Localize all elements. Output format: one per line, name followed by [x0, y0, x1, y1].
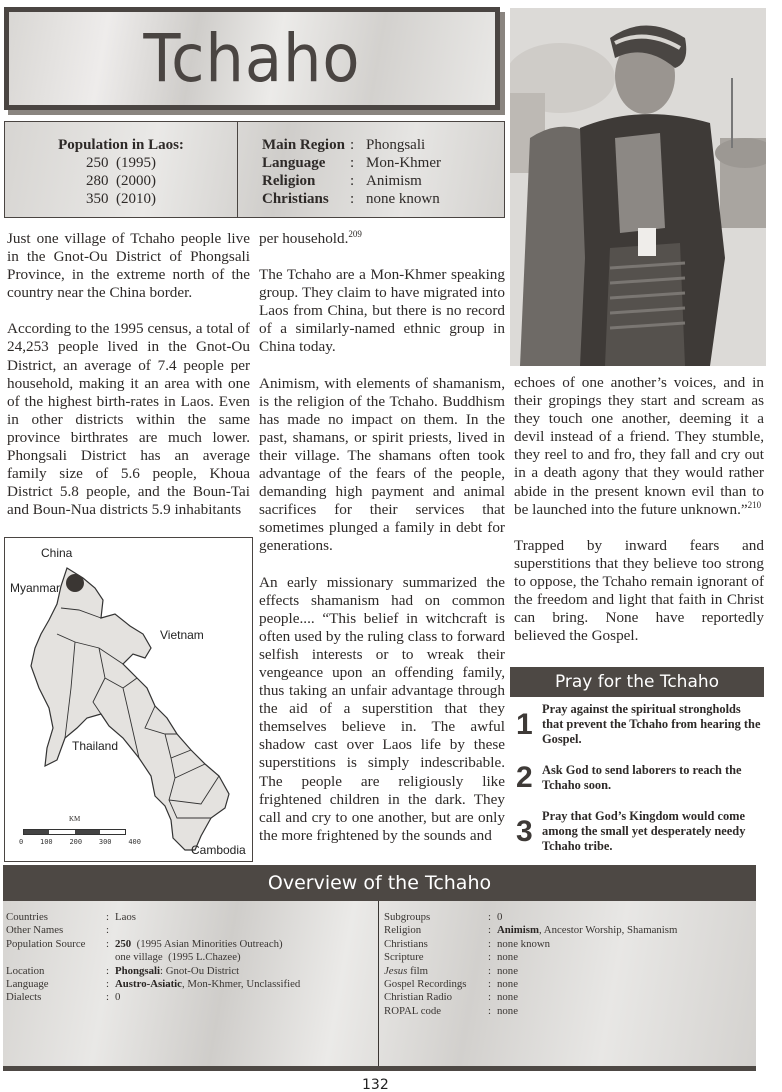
prayer-item: [512, 761, 764, 795]
fact-label: Language: [262, 155, 326, 171]
prayer-item: [512, 702, 764, 747]
overview-label: Countries: [6, 911, 48, 923]
overview-value: 0: [497, 911, 503, 923]
value-text: (1995 Asian Minorities Outreach): [131, 937, 283, 950]
value-bold: 250: [115, 937, 132, 950]
overview-value: Laos: [115, 911, 136, 923]
overview-value: [497, 924, 677, 937]
scale-tick: 400: [128, 838, 141, 846]
scale-unit: KM: [69, 815, 81, 823]
paragraph-text: per household.: [259, 230, 349, 247]
scale-tick: 100: [40, 838, 53, 846]
value-bold: Austro-Asiatic: [115, 978, 182, 991]
overview-value: one village (1995 L.Chazee): [115, 951, 241, 964]
scale-tick: 200: [69, 838, 83, 846]
paragraph-location: Just one village of Tchaho people live in the Gnot-Ou District of Phongsali Province, in the extreme north of the country near the China border.: [7, 230, 250, 302]
fact-value: Animism: [366, 173, 422, 189]
overview-row-christian-radio: Christian Radio : none: [384, 991, 518, 1004]
overview-label: Dialects: [6, 991, 42, 1004]
overview-label: [384, 965, 488, 978]
prayer-item: [512, 809, 764, 854]
map-label-cambodia: Cambodia: [191, 843, 246, 857]
overview-table: [3, 901, 756, 1071]
fact-value: Mon-Khmer: [366, 155, 441, 171]
fact-value: none known: [366, 191, 440, 207]
prayer-number: 1: [516, 707, 533, 741]
summary-box: [4, 121, 505, 218]
overview-value: none: [497, 978, 518, 991]
map-label-vietnam: Vietnam: [160, 628, 204, 642]
scale-tick: 0: [19, 838, 24, 846]
label-italic: Jesus: [384, 964, 408, 977]
overview-left-column: [3, 901, 379, 1066]
map-scale-bar: [19, 815, 141, 846]
overview-value: [115, 938, 283, 951]
overview-row-christians: Christians : none known: [384, 937, 551, 950]
overview-row-language: Language : Austro-Asiatic, Mon-Khmer, Unclassified: [6, 978, 301, 991]
overview-label: Subgroups: [384, 911, 431, 923]
woman-portrait-image: [510, 8, 766, 366]
overview-label: Religion: [384, 924, 422, 937]
overview-row-population-source-2: [6, 951, 378, 964]
population-2010: 350 (2010): [86, 191, 156, 207]
map-label-china: China: [41, 546, 73, 560]
overview-label: ROPAL code: [384, 1004, 442, 1017]
fact-label: Religion: [262, 173, 316, 189]
paragraph-conclusion: Trapped by inward fears and superstitions that they believe too strong to oppose, the Tchaho remain ignorant of the freedom and light that faith in Christ can bring. None have reportedly believed the Gospel.: [514, 536, 764, 645]
fact-main-region: Main Region : Phongsali: [262, 137, 426, 153]
value-bold: Phongsali: [115, 964, 161, 977]
overview-row-religion: Religion : Animism, Ancestor Worship, Shamanism: [384, 924, 678, 937]
population-1995: 250 (1995): [86, 155, 156, 171]
page-number: 132: [362, 1077, 389, 1092]
paragraph-religion: Animism, with elements of shamanism, is the religion of the Tchaho. Buddhism has made no impact on them. In the past, shamans, or spirit priests, lived in their village. The shamans often took advantage of the fears of the people, demanding high payment and animal sacrifices for their services that sometimes plunged a family in debt for generations.: [259, 374, 505, 555]
footnote-ref: 210: [747, 499, 762, 510]
fact-christians: Christians : none known: [262, 191, 440, 207]
paragraph-text: echoes of one another’s voices, and in their gropings they start and scream as they touch one another, deeming it a devil instead of a friend. They stumble, they reel to and fro, they fall and cry out in a death agony that they would rather abide in the present known evil than to be launched into the future unknown.”: [514, 374, 764, 518]
map-label-thailand: Thailand: [72, 739, 119, 753]
overview-value: none: [497, 991, 518, 1004]
overview-value: 0: [115, 991, 121, 1004]
page-title: Tchaho: [143, 20, 361, 97]
facts-panel: [238, 122, 441, 217]
population-2000: 280 (2000): [86, 173, 156, 189]
overview-value: none: [497, 964, 518, 977]
population-heading: Population in Laos:: [58, 137, 184, 153]
text-column-3: [514, 374, 764, 663]
prayer-text: Pray that God’s Kingdom would come among the small yet desperately needy Tchaho tribe.: [542, 809, 746, 853]
fact-language: Language : Mon-Khmer: [262, 155, 441, 171]
overview-value: [115, 978, 300, 991]
overview-row-dialects: Dialects : 0: [6, 991, 121, 1004]
paragraph-missionary-quote: An early missionary summarized the effects shamanism had on common people.... “This belief in witchcraft is often used by the ruling class to forward selfish interests or to wreak their vengeance upon an offending family, thus taking an unfair advantage through the aid of a superstition that they themselves believe in. The awful shadow cast over Laos life by these superstitions is simply indescribable. The people are religiously like frightened children in the dark. They call and cry to one another, but are only the more frightened by the sounds and: [259, 573, 505, 844]
fact-label: Christians: [262, 191, 329, 207]
text-column-2: [259, 230, 505, 863]
paragraph-quote-continued: [514, 374, 764, 519]
value-bold: Animism: [497, 924, 539, 937]
overview-label: Other Names: [6, 924, 64, 937]
overview-row-gospel-recordings: Gospel Recordings : none: [384, 978, 518, 991]
population-panel: [5, 122, 238, 217]
overview-value: none known: [497, 937, 551, 950]
overview-label: Christians: [384, 937, 428, 950]
paragraph-household: [259, 230, 505, 248]
overview-label: Christian Radio: [384, 991, 453, 1004]
prayer-list: [512, 702, 764, 868]
prayer-number: 3: [516, 814, 533, 848]
overview-row-population-source: Population Source : 250 (1995 Asian Minorities Outreach): [6, 937, 283, 950]
footnote-ref: 209: [348, 228, 362, 239]
paragraph-census: According to the 1995 census, a total of 24,253 people lived in the Gnot-Ou District, an average of 7.4 people per household, making it an area with one of the highest birth-rates in Laos. Even in other districts within the same province birthrates are much lower. Phongsali District has an average family size of 5.6 people, Khoua District 5.8 people, and the Boun-Tai and Boun-Nua districts 5.9 inhabitants: [7, 320, 250, 519]
overview-row-countries: Countries : Laos: [6, 911, 136, 923]
fact-value: Phongsali: [366, 137, 426, 153]
overview-row-ropal-code: ROPAL code : none: [384, 1004, 518, 1017]
overview-label: Population Source: [6, 937, 86, 950]
prayer-heading: Pray for the Tchaho: [510, 667, 764, 697]
prayer-number: 2: [516, 761, 533, 794]
overview-label: Location: [6, 964, 45, 977]
overview-heading: Overview of the Tchaho: [3, 865, 756, 901]
overview-label: Scripture: [384, 951, 424, 964]
label-text: film: [407, 964, 429, 977]
overview-label: Language: [6, 978, 49, 991]
prayer-text: Pray against the spiritual strongholds that prevent the Tchaho from hearing the Gospel.: [542, 702, 761, 746]
overview-row-jesus-film: Jesus film : none: [384, 964, 518, 977]
overview-label: Gospel Recordings: [384, 978, 467, 991]
overview-row-other-names: Other Names :: [6, 924, 109, 937]
portrait-photo: [510, 8, 766, 366]
overview-row-subgroups: Subgroups : 0: [384, 911, 503, 923]
scale-tick: 300: [98, 838, 112, 846]
overview-row-scripture: Scripture : none: [384, 951, 518, 964]
value-text: , Ancestor Worship, Shamanism: [539, 924, 678, 937]
overview-value: none: [497, 951, 518, 964]
overview-row-location: Location : Phongsali: Gnot-Ou District: [6, 964, 240, 977]
map-label-myanmar: Myanmar: [10, 581, 61, 595]
laos-map: [4, 537, 253, 862]
fact-label: Main Region: [262, 137, 345, 153]
paragraph-origins: The Tchaho are a Mon-Khmer speaking group. They claim to have migrated into Laos from China, but there is no record of a similarly-named ethnic group in China today.: [259, 266, 505, 356]
overview-value: [115, 965, 239, 978]
overview-right-column: [379, 901, 756, 1066]
value-text: : Gnot-Ou District: [160, 964, 240, 977]
text-column-1: [7, 230, 250, 537]
title-banner: [4, 7, 500, 110]
prayer-text: Ask God to send laborers to reach the Tchaho soon.: [542, 763, 742, 792]
value-text: , Mon-Khmer, Unclassified: [181, 978, 301, 991]
fact-religion: Religion : Animism: [262, 173, 422, 189]
overview-value: none: [497, 1004, 518, 1017]
